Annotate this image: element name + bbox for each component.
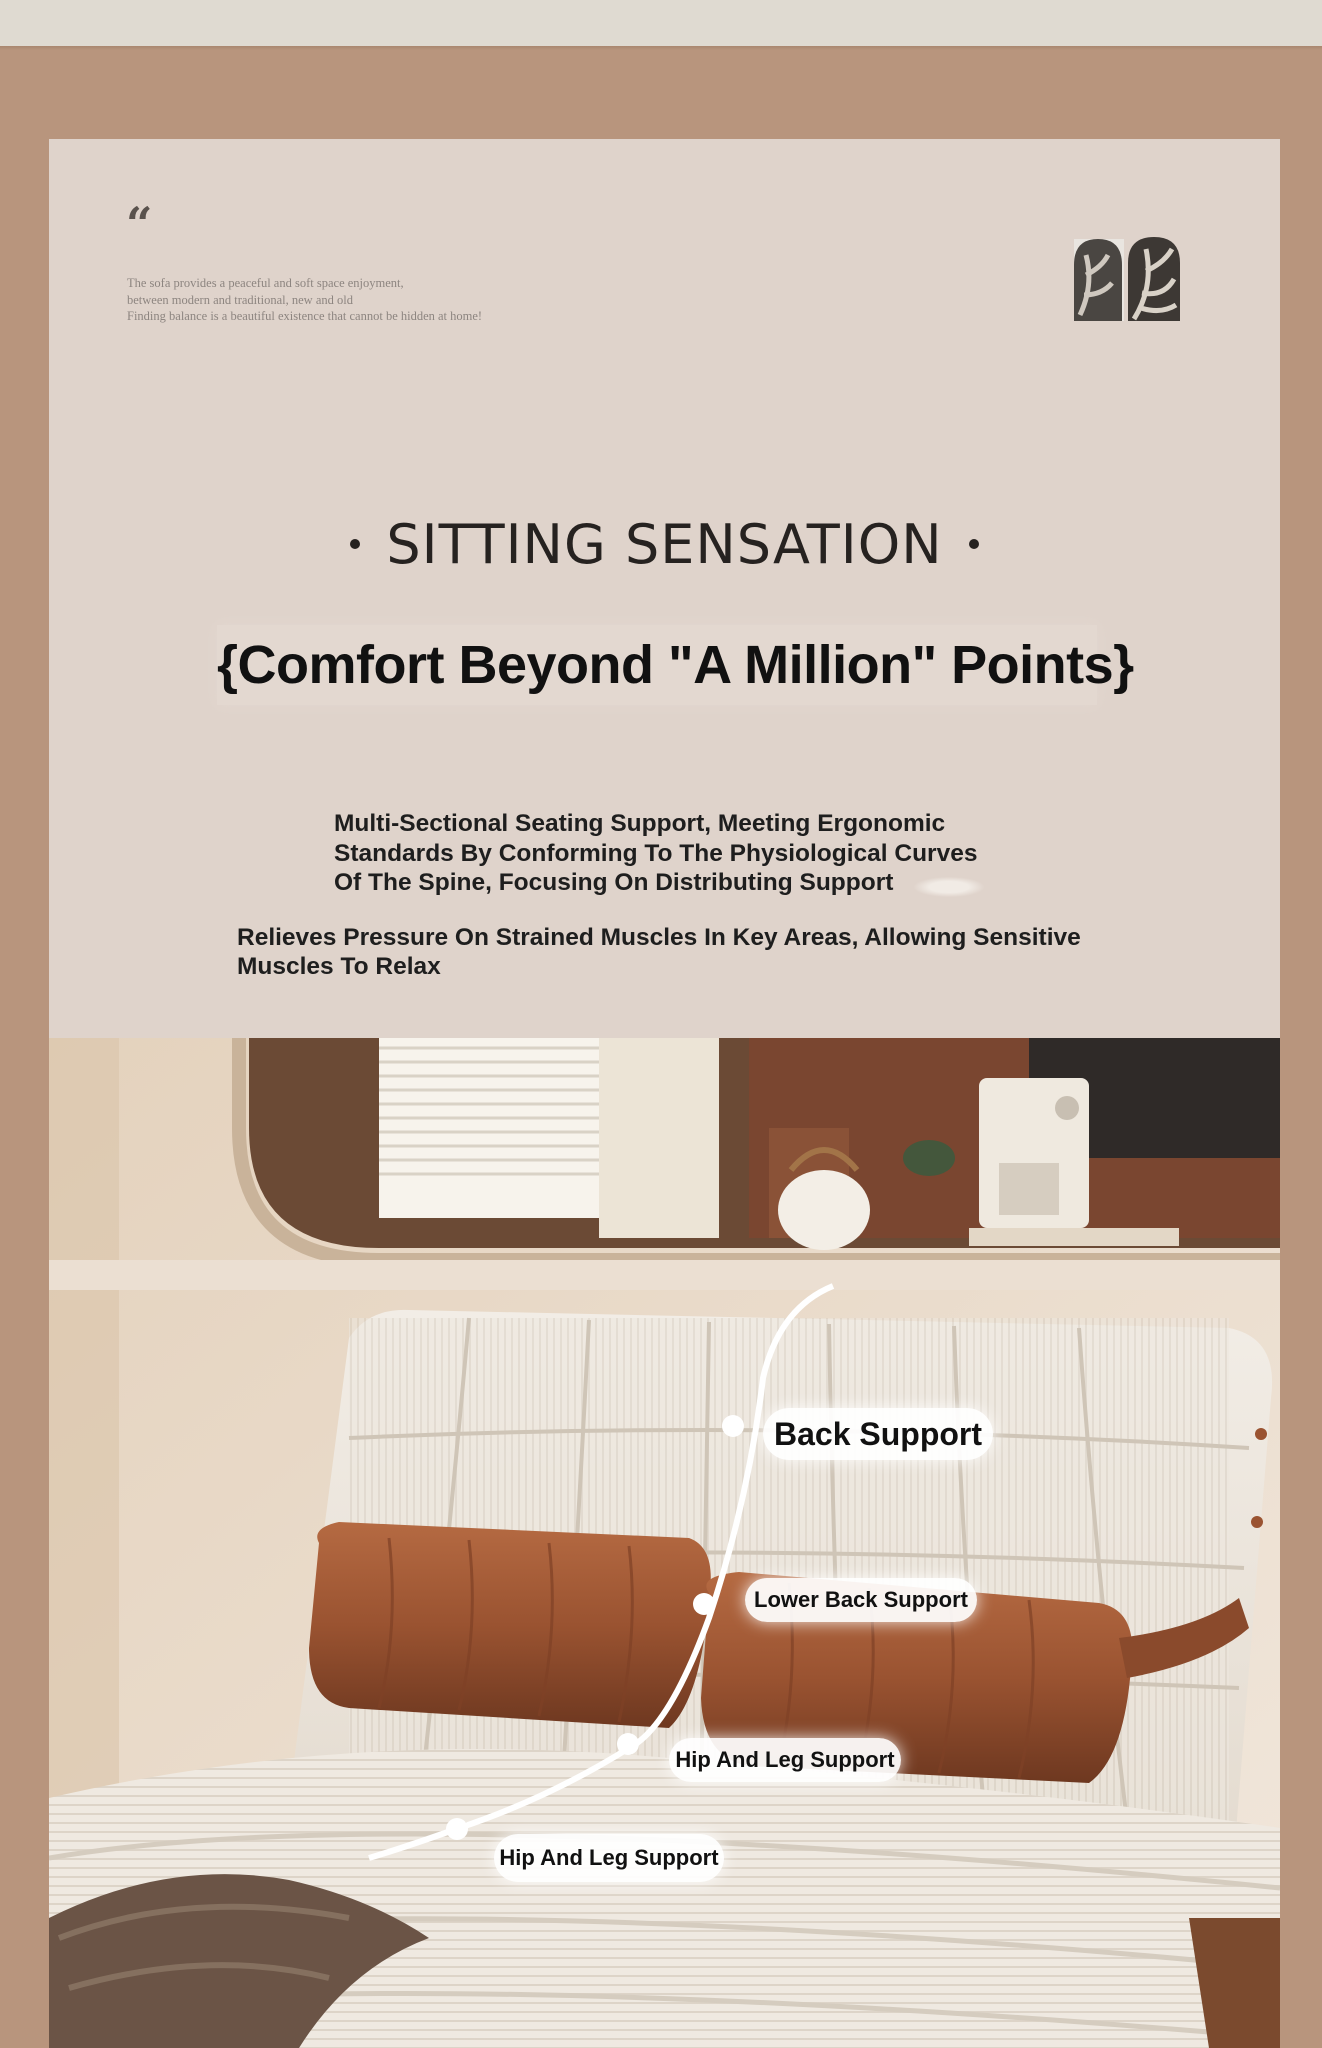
bullet-dot-icon — [969, 539, 979, 549]
lower-back-support-label: Lower Back Support — [745, 1578, 977, 1622]
top-strip-shadow — [0, 46, 1322, 50]
relieve-line: Relieves Pressure On Strained Muscles In Key Areas, Allowing Sensitive — [237, 924, 1081, 951]
section-title — [49, 513, 1280, 576]
description-line: Of The Spine, Focusing On Distributing Support — [334, 869, 894, 896]
arch-plant-decoration — [1072, 235, 1184, 321]
hip-leg-support-label: Hip And Leg Support — [669, 1738, 901, 1782]
back-support-label: Back Support — [763, 1408, 993, 1460]
intro-line: The sofa provides a peaceful and soft space enjoyment, — [127, 276, 404, 290]
info-card — [49, 139, 1280, 1039]
relieve-text — [237, 923, 1137, 981]
bullet-dot-icon — [350, 539, 360, 549]
intro-line: between modern and traditional, new and old — [127, 292, 353, 307]
intro-text — [127, 275, 647, 325]
sofa-illustration — [49, 1038, 1280, 2048]
hip-leg-support-label-lower: Hip And Leg Support — [494, 1834, 724, 1882]
quote-mark-icon: “ — [126, 197, 153, 251]
sofa-photo — [49, 1038, 1280, 2048]
section-title-text: SITTING SENSATION — [386, 513, 943, 576]
relieve-line: Muscles To Relax — [237, 953, 441, 980]
pillow-decoration — [914, 877, 984, 897]
headline: {Comfort Beyond "A Million" Points} — [217, 625, 1097, 705]
description-line: Standards By Conforming To The Physiological Curves — [334, 839, 978, 867]
top-strip — [0, 0, 1322, 46]
description-line: Multi-Sectional Seating Support, Meeting Ergonomic — [334, 810, 946, 837]
intro-line: Finding balance is a beautiful existence that cannot be hidden at home! — [127, 309, 483, 323]
